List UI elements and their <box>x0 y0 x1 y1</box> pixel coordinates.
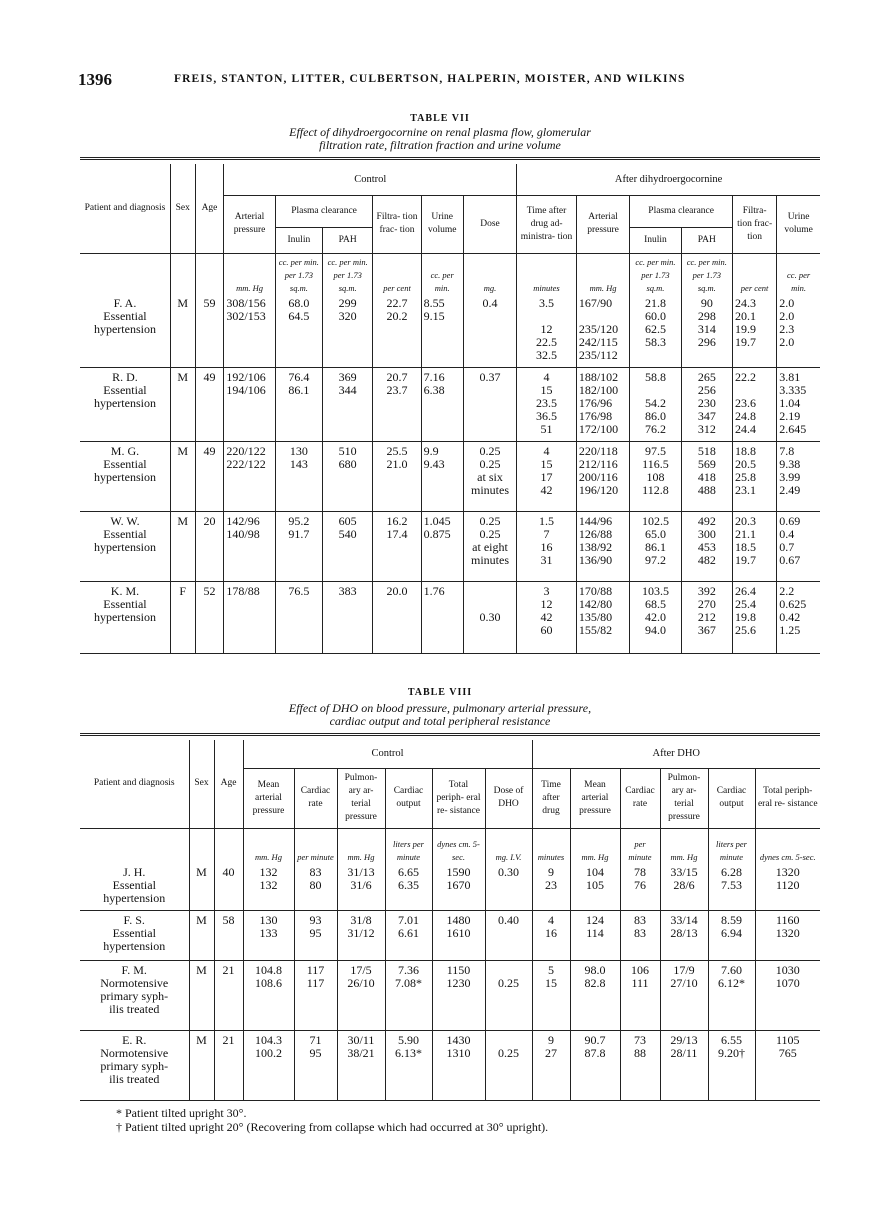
table8-cell-sex: M <box>189 1034 214 1100</box>
table7-cell-age: 52 <box>195 585 224 653</box>
table7-data-row <box>80 297 820 367</box>
table7-unit-c_ff: per cent <box>373 253 421 297</box>
table8-cell-age: 21 <box>214 1034 243 1100</box>
table7-cell-c_pah: 383 <box>323 585 373 653</box>
table8-unit-c_rate: per minute <box>294 828 337 866</box>
table8-unit-c_map: mm. Hg <box>243 828 294 866</box>
t7-header-sex: Sex <box>170 164 195 253</box>
table7-cell-c_ap: 178/88 <box>224 585 275 653</box>
t8-header-map: Mean arterial pressure <box>243 768 294 828</box>
table8-data-row <box>80 866 820 910</box>
t7-header-urine-volume-after: Urine volume <box>777 195 820 253</box>
table8-unit-a_co: liters per minute <box>708 828 755 866</box>
table7-unit-a_ap: mm. Hg <box>576 253 629 297</box>
table7-header-row1 <box>80 164 820 195</box>
table8-unit-a_tpr: dynes cm. 5-sec. <box>755 828 820 866</box>
t7-header-arterial-pressure-after: Arterial pressure <box>576 195 629 253</box>
table8-unit-time: minutes <box>532 828 570 866</box>
table7-cell-sex: M <box>170 515 195 581</box>
t7-header-arterial-pressure: Arterial pressure <box>224 195 275 253</box>
t7-header-filtration-fraction: Filtra- tion frac- tion <box>373 195 421 253</box>
table7-data-row <box>80 585 820 653</box>
table7-cell-c_ap: 220/122 222/122 <box>224 445 275 511</box>
table7-cell-dose: 0.4 <box>463 297 516 367</box>
table7-cell-dose: 0.25 0.25 at six minutes <box>463 445 516 511</box>
table7-cell-time: 4 15 23.5 36.5 51 <box>517 371 577 441</box>
table7-cell-a_ap: 170/88 142/80 135/80 155/82 <box>576 585 629 653</box>
footnote-1: * Patient tilted upright 30°. <box>116 1106 247 1120</box>
table8-cell-age: 40 <box>214 866 243 910</box>
table7-cell-a_ff: 24.3 20.1 19.9 19.7 <box>733 297 777 367</box>
table8-unit-dose: mg. I.V. <box>485 828 532 866</box>
table8-cell-c_map: 104.3 100.2 <box>243 1034 294 1100</box>
t8-header-pap-after: Pulmon- ary ar- terial pressure <box>660 768 708 828</box>
table7-cell-c_ap: 142/96 140/98 <box>224 515 275 581</box>
table8-cell-dose: 0.25 <box>485 964 532 1030</box>
table7-data-row <box>80 371 820 441</box>
table7-cell-a_inulin: 97.5 116.5 108 112.8 <box>630 445 681 511</box>
table7-data-row <box>80 445 820 511</box>
table8-cell-dose: 0.40 <box>485 914 532 960</box>
table7-cell-a_pah: 492 300 453 482 <box>681 515 732 581</box>
table7-cell-c_ap: 308/156 302/153 <box>224 297 275 367</box>
table7-unit-a_pah: cc. per min. per 1.73 sq.m. <box>681 253 732 297</box>
table7-cell-a_inulin: 103.5 68.5 42.0 94.0 <box>630 585 681 653</box>
table8-cell-a_co: 8.59 6.94 <box>708 914 755 960</box>
table7-cell-time: 3.5 12 22.5 32.5 <box>517 297 577 367</box>
t8-header-sex: Sex <box>189 740 214 828</box>
table7-cell-patient: M. G. Essential hypertension <box>93 445 156 484</box>
table8-unit-sex <box>189 828 214 866</box>
table7-cell-patient: R. D. Essential hypertension <box>93 371 156 410</box>
running-head: FREIS, STANTON, LITTER, CULBERTSON, HALPERIN, MOISTER, AND WILKINS <box>174 73 686 85</box>
table8-caption-line1: Effect of DHO on blood pressure, pulmonary arterial pressure, <box>288 701 592 715</box>
table7-cell-a_uv: 2.0 2.0 2.3 2.0 <box>777 297 820 367</box>
table8-cell-a_map: 98.0 82.8 <box>570 964 620 1030</box>
table8-label: TABLE VIII <box>407 687 473 698</box>
table8-cell-a_rate: 78 76 <box>620 866 660 910</box>
table8-cell-dose: 0.30 <box>485 866 532 910</box>
table8-cell-a_pap: 33/14 28/13 <box>660 914 708 960</box>
table7-cell-patient: K. M. Essential hypertension <box>80 585 170 653</box>
table7-unit-time: minutes <box>517 253 577 297</box>
t8-header-after: After DHO <box>532 740 820 768</box>
t7-header-age: Age <box>195 164 224 253</box>
table7-cell-a_ff: 20.3 21.1 18.5 19.7 <box>733 515 777 581</box>
table7-cell-age: 59 <box>195 297 224 367</box>
t7-header-plasma-clearance-after: Plasma clearance <box>630 195 733 227</box>
table8-cell-c_co: 7.01 6.61 <box>385 914 432 960</box>
t7-header-urine-volume: Urine volume <box>421 195 463 253</box>
table7-cell-c_inulin: 130 143 <box>275 445 322 511</box>
table7-cell-c_pah: 510 680 <box>323 445 373 511</box>
t7-header-after: After dihydroergocornine <box>517 164 820 195</box>
table8-data-row <box>80 964 820 1030</box>
table7-cell-c_ff: 20.0 <box>373 585 421 653</box>
table7-cell-c_ff: 25.5 21.0 <box>373 445 421 511</box>
t7-header-pah: PAH <box>323 227 373 253</box>
table7-unit-c_ap: mm. Hg <box>224 253 275 297</box>
table8-cell-c_rate: 93 95 <box>294 914 337 960</box>
table7-unit-c_pah: cc. per min. per 1.73 sq.m. <box>323 253 373 297</box>
table7 <box>80 157 820 654</box>
table7-cell-a_inulin: 21.8 60.0 62.5 58.3 <box>630 297 681 367</box>
table7-cell-time: 3 12 42 60 <box>517 585 577 653</box>
t8-header-patient: Patient and diagnosis <box>93 778 175 789</box>
table7-label: TABLE VII <box>410 113 470 124</box>
table8-cell-patient: J. H. Essential hypertension <box>103 866 166 905</box>
page-header <box>78 70 838 92</box>
table8-cell-sex: M <box>189 914 214 960</box>
table8-cell-c_pap: 30/11 38/21 <box>337 1034 385 1100</box>
table8-unit-a_rate: per minute <box>620 828 660 866</box>
table7-cell-time: 4 15 17 42 <box>517 445 577 511</box>
table7-cell-c_uv: 8.55 9.15 <box>421 297 463 367</box>
table8-cell-a_tpr: 1105 765 <box>755 1034 820 1100</box>
table8-cell-c_co: 5.90 6.13* <box>385 1034 432 1100</box>
table8-unit-c_co: liters per minute <box>385 828 432 866</box>
table7-cell-a_ap: 144/96 126/88 138/92 136/90 <box>576 515 629 581</box>
table7-caption-line1: Effect of dihydroergocornine on renal plasma flow, glomerular <box>289 125 591 139</box>
table7-unit-c_uv: cc. per min. <box>421 253 463 297</box>
table7-cell-c_pah: 605 540 <box>323 515 373 581</box>
table8-unit-a_pap: mm. Hg <box>660 828 708 866</box>
table7-cell-a_pah: 392 270 212 367 <box>681 585 732 653</box>
t7-header-filtration-fraction-after: Filtra- tion frac- tion <box>733 195 777 253</box>
table8-cell-a_rate: 73 88 <box>620 1034 660 1100</box>
table8-cell-a_co: 6.28 7.53 <box>708 866 755 910</box>
table8-unit-c_pap: mm. Hg <box>337 828 385 866</box>
table7-cell-age: 49 <box>195 445 224 511</box>
table8-cell-c_co: 6.65 6.35 <box>385 866 432 910</box>
table8-cell-c_rate: 71 95 <box>294 1034 337 1100</box>
page-number: 1396 <box>78 70 112 89</box>
table8-cell-a_rate: 106 111 <box>620 964 660 1030</box>
table8-cell-c_map: 130 133 <box>243 914 294 960</box>
table8-header-row1 <box>80 740 820 768</box>
t7-header-pah-after: PAH <box>681 227 732 253</box>
table8-cell-a_map: 104 105 <box>570 866 620 910</box>
table7-cell-c_inulin: 76.4 86.1 <box>275 371 322 441</box>
t8-header-co: Cardiac output <box>385 768 432 828</box>
table7-cell-age: 20 <box>195 515 224 581</box>
table8-body <box>80 828 820 1100</box>
table7-cell-a_ap: 188/102 182/100 176/96 176/98 172/100 <box>576 371 629 441</box>
table7-cell-c_pah: 299 320 <box>323 297 373 367</box>
t7-header-time-after: Time after drug ad- ministra- tion <box>517 195 577 253</box>
t7-header-dose: Dose <box>463 195 516 253</box>
table8-cell-a_pap: 29/13 28/11 <box>660 1034 708 1100</box>
table8-cell-c_tpr: 1150 1230 <box>432 964 485 1030</box>
t7-header-patient: Patient and diagnosis <box>84 202 166 213</box>
table7-unit-a_ff: per cent <box>733 253 777 297</box>
table8-cell-dose: 0.25 <box>485 1034 532 1100</box>
t8-header-tpr: Total periph- eral re- sistance <box>432 768 485 828</box>
t8-header-map-after: Mean arterial pressure <box>570 768 620 828</box>
t8-header-age: Age <box>214 740 243 828</box>
table7-cell-c_ff: 22.7 20.2 <box>373 297 421 367</box>
table8-cell-a_rate: 83 83 <box>620 914 660 960</box>
table8-cell-c_tpr: 1480 1610 <box>432 914 485 960</box>
table8-cell-c_pap: 17/5 26/10 <box>337 964 385 1030</box>
table7-cell-c_inulin: 76.5 <box>275 585 322 653</box>
table8 <box>80 733 820 1101</box>
table7-cell-a_pah: 90 298 314 296 <box>681 297 732 367</box>
t7-header-plasma-clearance: Plasma clearance <box>275 195 373 227</box>
table7-cell-c_ff: 20.7 23.7 <box>373 371 421 441</box>
t8-header-rate: Cardiac rate <box>294 768 337 828</box>
table7-unit-a_inulin: cc. per min. per 1.73 sq.m. <box>630 253 681 297</box>
t8-header-tpr-after: Total periph- eral re- sistance <box>755 768 820 828</box>
table7-cell-a_pah: 265 256 230 347 312 <box>681 371 732 441</box>
table7-cell-a_inulin: 58.8 54.2 86.0 76.2 <box>630 371 681 441</box>
table7-cell-a_ff: 22.2 23.6 24.8 24.4 <box>733 371 777 441</box>
table7-cell-dose: 0.30 <box>463 585 516 653</box>
table8-unit-row <box>80 828 820 866</box>
table8-data-row <box>80 1034 820 1100</box>
t7-header-control: Control <box>224 164 517 195</box>
table8-cell-c_tpr: 1430 1310 <box>432 1034 485 1100</box>
table7-unit-sex <box>170 253 195 297</box>
table7-cell-a_pah: 518 569 418 488 <box>681 445 732 511</box>
footnotes <box>116 1106 548 1134</box>
table7-cell-a_inulin: 102.5 65.0 86.1 97.2 <box>630 515 681 581</box>
table8-cell-c_rate: 117 117 <box>294 964 337 1030</box>
table7-cell-sex: F <box>170 585 195 653</box>
table8-cell-a_map: 90.7 87.8 <box>570 1034 620 1100</box>
t8-header-dose: Dose of DHO <box>485 768 532 828</box>
table7-cell-c_uv: 1.76 <box>421 585 463 653</box>
table7-cell-a_uv: 3.81 3.335 1.04 2.19 2.645 <box>777 371 820 441</box>
table7-cell-a_ff: 18.8 20.5 25.8 23.1 <box>733 445 777 511</box>
t8-header-co-after: Cardiac output <box>708 768 755 828</box>
table8-cell-time: 9 23 <box>532 866 570 910</box>
table8-cell-patient: F. S. Essential hypertension <box>103 914 166 953</box>
table7-body <box>80 253 820 653</box>
table7-unit-patient <box>80 253 170 297</box>
table7-cell-dose: 0.37 <box>463 371 516 441</box>
table8-unit-c_tpr: dynes cm. 5-sec. <box>432 828 485 866</box>
table7-unit-a_uv: cc. per min. <box>777 253 820 297</box>
table7-cell-a_ff: 26.4 25.4 19.8 25.6 <box>733 585 777 653</box>
table8-cell-age: 58 <box>214 914 243 960</box>
table7-cell-a_ap: 220/118 212/116 200/116 196/120 <box>576 445 629 511</box>
table7-data-row <box>80 515 820 581</box>
table8-cell-a_tpr: 1160 1320 <box>755 914 820 960</box>
table7-cell-a_uv: 0.69 0.4 0.7 0.67 <box>777 515 820 581</box>
table8-cell-a_pap: 33/15 28/6 <box>660 866 708 910</box>
table7-cell-sex: M <box>170 371 195 441</box>
table8-cell-c_map: 104.8 108.6 <box>243 964 294 1030</box>
table8-data-row <box>80 914 820 960</box>
table7-cell-c_pah: 369 344 <box>323 371 373 441</box>
table7-cell-dose: 0.25 0.25 at eight minutes <box>463 515 516 581</box>
table8-cell-a_pap: 17/9 27/10 <box>660 964 708 1030</box>
table8-cell-c_co: 7.36 7.08* <box>385 964 432 1030</box>
table8-cell-a_tpr: 1320 1120 <box>755 866 820 910</box>
table8-cell-patient: E. R. Normotensive primary syph- ilis treated <box>80 1034 189 1100</box>
table8-unit-age <box>214 828 243 866</box>
t7-header-inulin: Inulin <box>275 227 322 253</box>
t8-header-time: Time after drug <box>532 768 570 828</box>
table8-unit-a_map: mm. Hg <box>570 828 620 866</box>
table7-cell-age: 49 <box>195 371 224 441</box>
table8-cell-c_pap: 31/8 31/12 <box>337 914 385 960</box>
table7-cell-a_uv: 2.2 0.625 0.42 1.25 <box>777 585 820 653</box>
t8-header-rate-after: Cardiac rate <box>620 768 660 828</box>
table7-cell-a_uv: 7.8 9.38 3.99 2.49 <box>777 445 820 511</box>
table8-cell-c_pap: 31/13 31/6 <box>337 866 385 910</box>
table7-cell-patient: W. W. Essential hypertension <box>93 515 156 554</box>
table8-cell-c_map: 132 132 <box>243 866 294 910</box>
table8-cell-a_co: 7.60 6.12* <box>708 964 755 1030</box>
table7-unit-c_inulin: cc. per min. per 1.73 sq.m. <box>275 253 322 297</box>
table7-cell-c_inulin: 68.0 64.5 <box>275 297 322 367</box>
table7-cell-c_uv: 7.16 6.38 <box>421 371 463 441</box>
table7-cell-sex: M <box>170 297 195 367</box>
table8-cell-sex: M <box>189 866 214 910</box>
table8-cell-a_tpr: 1030 1070 <box>755 964 820 1030</box>
table7-cell-c_uv: 9.9 9.43 <box>421 445 463 511</box>
table7-caption-line2: filtration rate, filtration fraction and urine volume <box>319 138 561 152</box>
table8-cell-age: 21 <box>214 964 243 1030</box>
table8-unit-patient <box>80 828 189 866</box>
t8-header-control: Control <box>243 740 532 768</box>
table7-unit-row <box>80 253 820 297</box>
table8-cell-c_rate: 83 80 <box>294 866 337 910</box>
table7-unit-age <box>195 253 224 297</box>
table8-caption-line2: cardiac output and total peripheral resistance <box>329 714 551 728</box>
table7-cell-c_uv: 1.045 0.875 <box>421 515 463 581</box>
table8-cell-a_co: 6.55 9.20† <box>708 1034 755 1100</box>
table7-cell-c_inulin: 95.2 91.7 <box>275 515 322 581</box>
table8-cell-c_tpr: 1590 1670 <box>432 866 485 910</box>
table7-cell-time: 1.5 7 16 31 <box>517 515 577 581</box>
footnote-2: † Patient tilted upright 20° (Recovering from collapse which had occurred at 30° upright). <box>116 1120 549 1134</box>
table7-cell-a_ap: 167/90 235/120 242/115 235/112 <box>576 297 629 367</box>
table7-cell-sex: M <box>170 445 195 511</box>
table8-cell-time: 9 27 <box>532 1034 570 1100</box>
table7-cell-c_ff: 16.2 17.4 <box>373 515 421 581</box>
table7-cell-patient: F. A. Essential hypertension <box>93 297 156 336</box>
table8-cell-a_map: 124 114 <box>570 914 620 960</box>
table8-cell-sex: M <box>189 964 214 1030</box>
t7-header-inulin-after: Inulin <box>630 227 681 253</box>
t8-header-pap: Pulmon- ary ar- terial pressure <box>337 768 385 828</box>
table8-cell-time: 4 16 <box>532 914 570 960</box>
table7-cell-c_ap: 192/106 194/106 <box>224 371 275 441</box>
table8-cell-patient: F. M. Normotensive primary syph- ilis treated <box>100 964 169 1016</box>
table8-cell-time: 5 15 <box>532 964 570 1030</box>
table7-unit-dose: mg. <box>463 253 516 297</box>
